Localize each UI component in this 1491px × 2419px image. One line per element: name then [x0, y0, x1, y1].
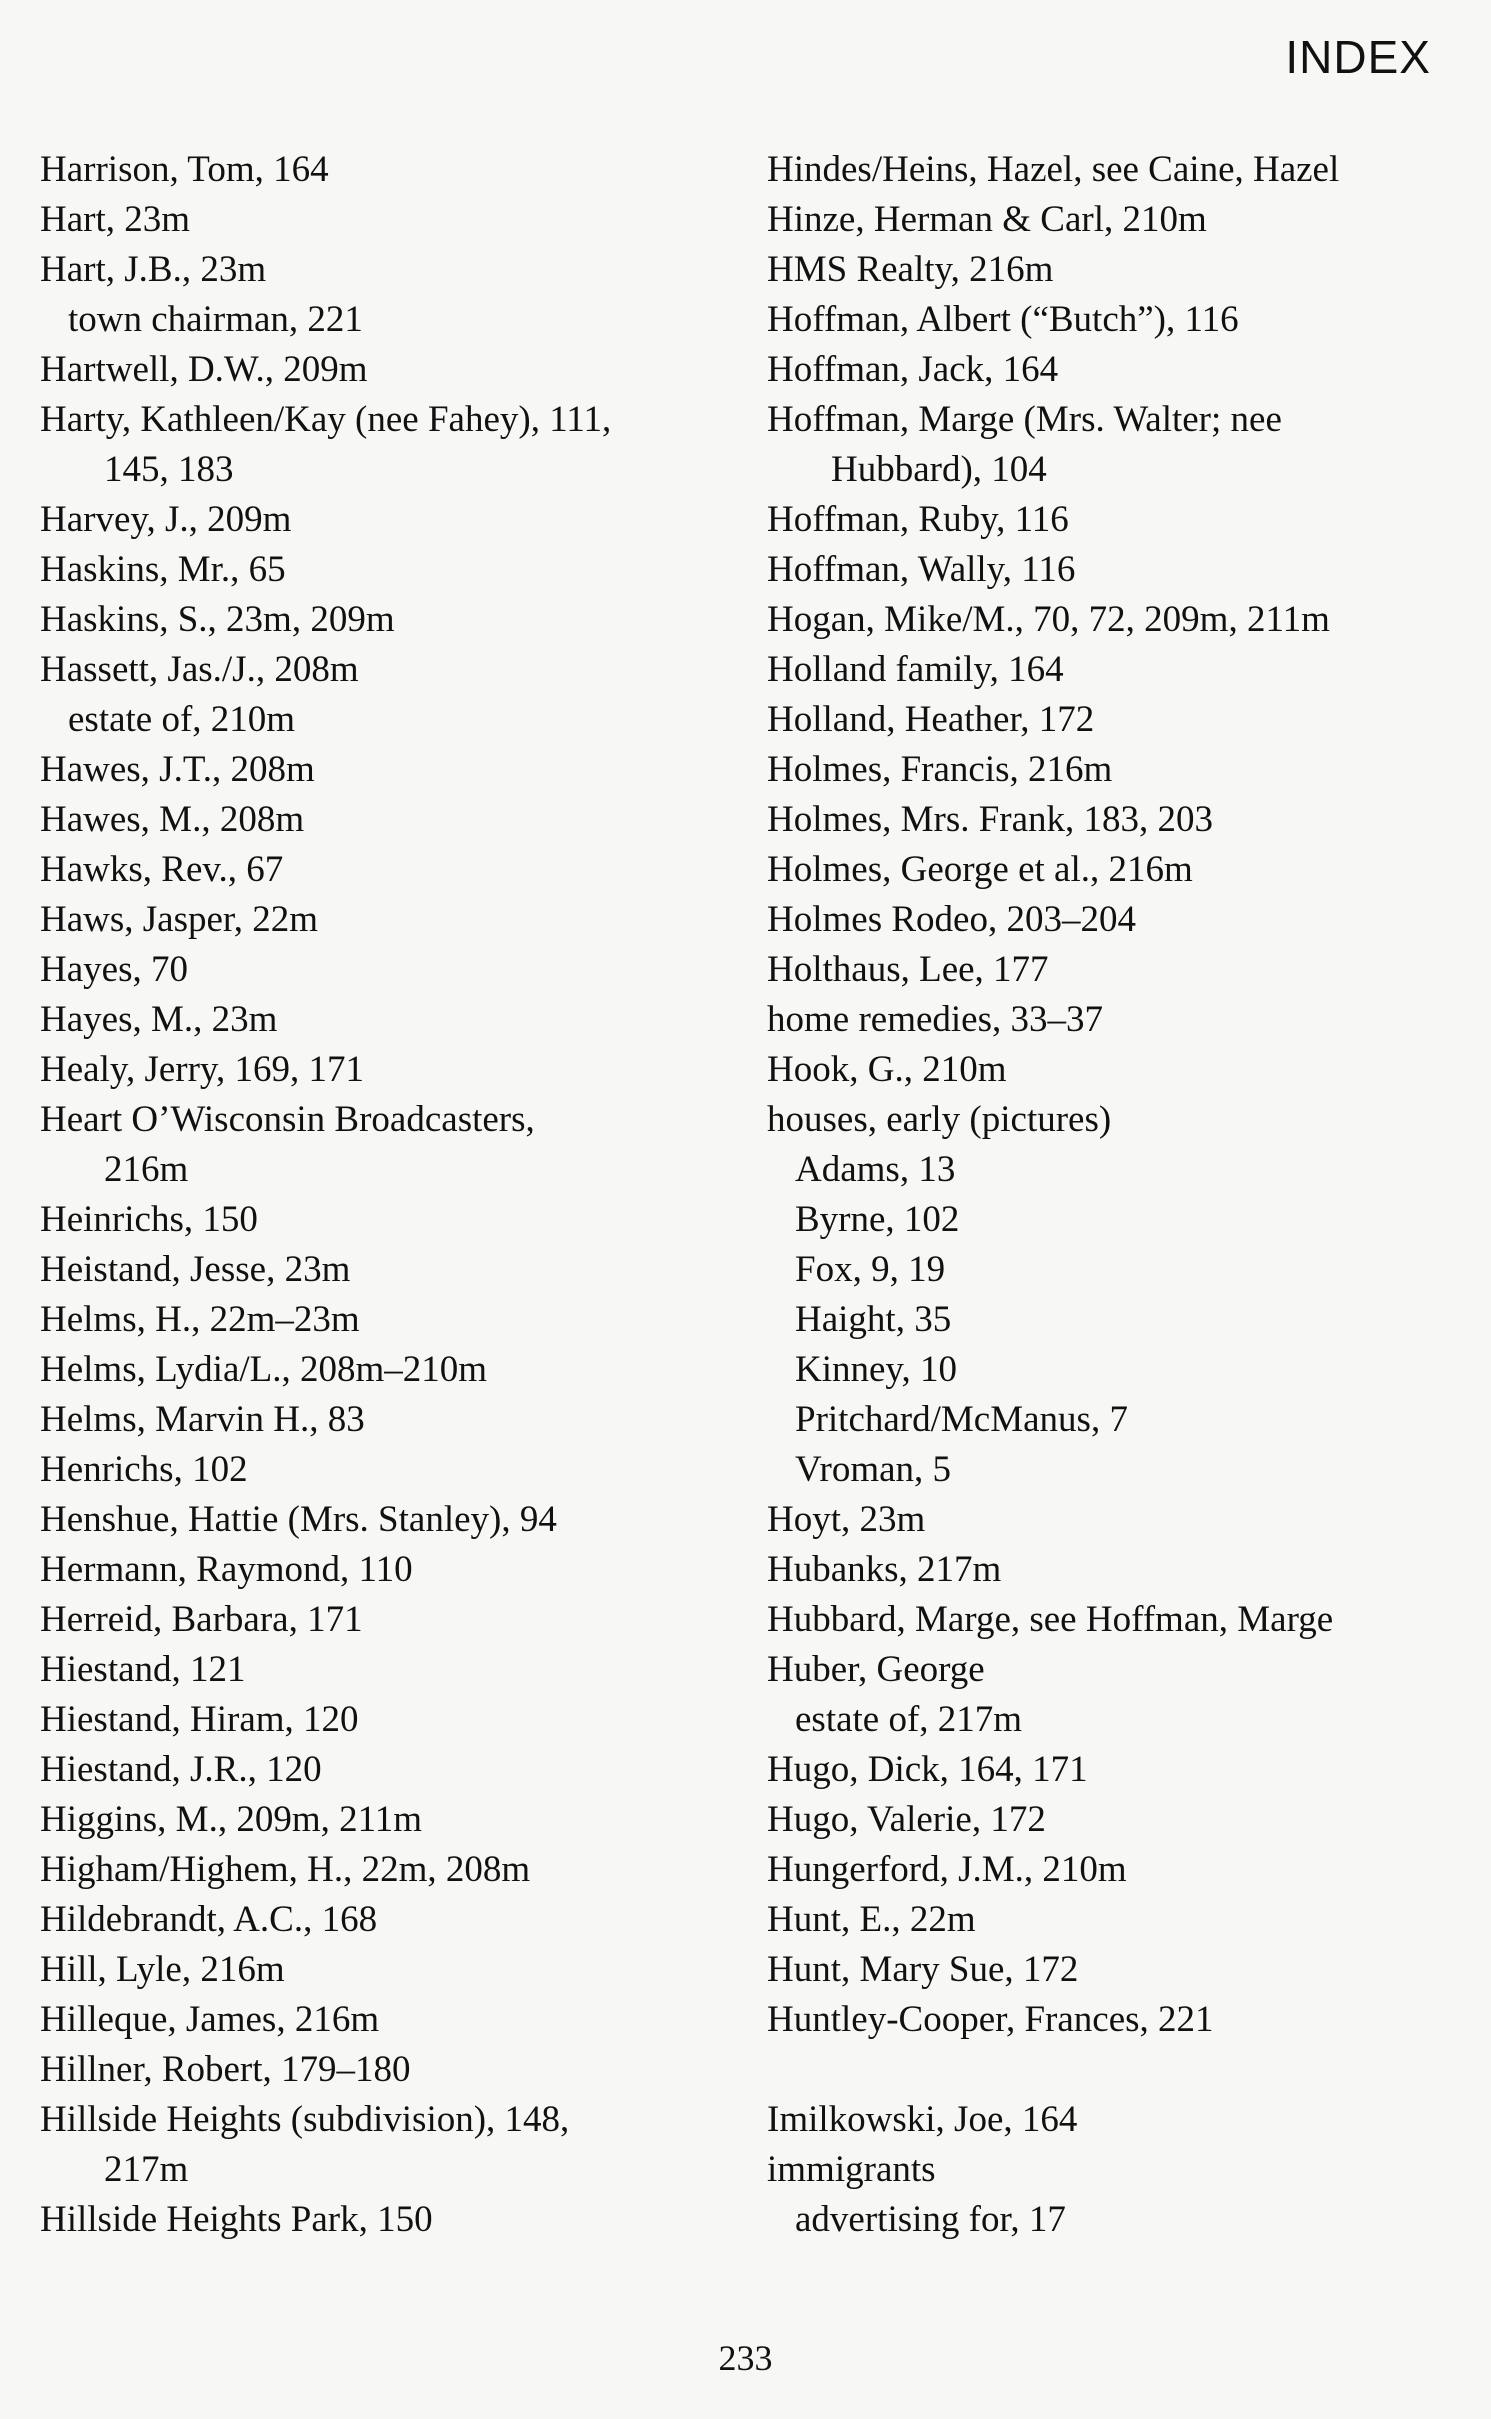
index-entry: Imilkowski, Joe, 164 — [767, 2099, 1078, 2140]
index-entry: Hindes/Heins, Hazel, see Caine, Hazel — [767, 149, 1340, 190]
index-entry: Haws, Jasper, 22m — [40, 899, 319, 940]
index-entry: Hill, Lyle, 216m — [40, 1949, 285, 1990]
index-subentry: Fox, 9, 19 — [795, 1249, 946, 1290]
index-entry: Hilleque, James, 216m — [40, 1999, 380, 2040]
index-entry: Hoffman, Marge (Mrs. Walter; nee — [767, 399, 1282, 440]
index-entry: Hillside Heights (subdivision), 148, — [40, 2099, 570, 2140]
index-entry-continuation: 217m — [104, 2149, 189, 2190]
index-entry: Hiestand, J.R., 120 — [40, 1749, 322, 1790]
index-entry: Hoffman, Ruby, 116 — [767, 499, 1069, 540]
index-entry: Hunt, E., 22m — [767, 1899, 976, 1940]
index-subentry: Kinney, 10 — [795, 1349, 958, 1390]
index-entry: Hawes, M., 208m — [40, 799, 305, 840]
index-entry: HMS Realty, 216m — [767, 249, 1054, 290]
index-entry: Higgins, M., 209m, 211m — [40, 1799, 423, 1840]
index-entry: Hunt, Mary Sue, 172 — [767, 1949, 1079, 1990]
index-subentry: Adams, 13 — [795, 1149, 956, 1190]
index-entry: Huber, George — [767, 1649, 985, 1690]
index-entry: Harrison, Tom, 164 — [40, 149, 329, 190]
index-entry: Hubbard, Marge, see Hoffman, Marge — [767, 1599, 1334, 1640]
index-entry: Healy, Jerry, 169, 171 — [40, 1049, 365, 1090]
index-entry-continuation: Hubbard), 104 — [831, 449, 1047, 490]
index-entry: Holland family, 164 — [767, 649, 1064, 690]
index-entry: Hogan, Mike/M., 70, 72, 209m, 211m — [767, 599, 1330, 640]
index-entry: Hubanks, 217m — [767, 1549, 1002, 1590]
index-entry: Helms, Marvin H., 83 — [40, 1399, 365, 1440]
index-entry: Hillner, Robert, 179–180 — [40, 2049, 411, 2090]
index-entry: Henshue, Hattie (Mrs. Stanley), 94 — [40, 1499, 557, 1540]
index-entry: Helms, H., 22m–23m — [40, 1299, 360, 1340]
index-entry: immigrants — [767, 2149, 936, 2190]
index-entry: Harty, Kathleen/Kay (nee Fahey), 111, — [40, 399, 612, 440]
index-entry-continuation: 145, 183 — [104, 449, 234, 490]
index-entry: Holland, Heather, 172 — [767, 699, 1095, 740]
index-subentry: estate of, 217m — [795, 1699, 1023, 1740]
index-entry: Hoffman, Albert (“Butch”), 116 — [767, 299, 1239, 340]
index-entry: Hugo, Dick, 164, 171 — [767, 1749, 1088, 1790]
index-entry: Hook, G., 210m — [767, 1049, 1007, 1090]
index-entry: Hinze, Herman & Carl, 210m — [767, 199, 1207, 240]
index-subentry: Vroman, 5 — [795, 1449, 952, 1490]
index-entry: Holmes, Francis, 216m — [767, 749, 1113, 790]
index-entry-continuation: 216m — [104, 1149, 189, 1190]
index-entry: Hermann, Raymond, 110 — [40, 1549, 413, 1590]
index-entry: Holthaus, Lee, 177 — [767, 949, 1049, 990]
index-subentry: advertising for, 17 — [795, 2199, 1066, 2240]
index-column-left — [40, 145, 740, 2245]
index-entry: Hayes, M., 23m — [40, 999, 278, 1040]
index-entry: Hawks, Rev., 67 — [40, 849, 284, 890]
index-entry: Haskins, Mr., 65 — [40, 549, 286, 590]
index-entry: Hungerford, J.M., 210m — [767, 1849, 1127, 1890]
index-entry: Heart O’Wisconsin Broadcasters, — [40, 1099, 535, 1140]
index-entry: Herreid, Barbara, 171 — [40, 1599, 363, 1640]
page-header: INDEX — [1285, 31, 1431, 83]
index-entry: Hildebrandt, A.C., 168 — [40, 1899, 378, 1940]
index-entry: Hoyt, 23m — [767, 1499, 926, 1540]
index-entry: Hartwell, D.W., 209m — [40, 349, 368, 390]
index-spacer — [767, 2045, 1457, 2095]
index-entry: Huntley-Cooper, Frances, 221 — [767, 1999, 1214, 2040]
index-subentry: town chairman, 221 — [68, 299, 363, 340]
index-entry: Higham/Highem, H., 22m, 208m — [40, 1849, 531, 1890]
index-entry: home remedies, 33–37 — [767, 999, 1103, 1040]
index-entry: Haskins, S., 23m, 209m — [40, 599, 395, 640]
index-entry: Hassett, Jas./J., 208m — [40, 649, 359, 690]
index-entry: Hart, 23m — [40, 199, 191, 240]
index-entry: Holmes, George et al., 216m — [767, 849, 1193, 890]
index-subentry: Byrne, 102 — [795, 1199, 960, 1240]
index-entry: Hayes, 70 — [40, 949, 188, 990]
index-entry: Holmes, Mrs. Frank, 183, 203 — [767, 799, 1214, 840]
index-entry: Hugo, Valerie, 172 — [767, 1799, 1046, 1840]
page-number: 233 — [718, 2338, 773, 2378]
index-entry: Heistand, Jesse, 23m — [40, 1249, 351, 1290]
index-entry: Holmes Rodeo, 203–204 — [767, 899, 1136, 940]
index-entry: houses, early (pictures) — [767, 1099, 1112, 1140]
index-entry: Helms, Lydia/L., 208m–210m — [40, 1349, 488, 1390]
index-entry: Heinrichs, 150 — [40, 1199, 258, 1240]
index-subentry: Haight, 35 — [795, 1299, 952, 1340]
index-subentry: estate of, 210m — [68, 699, 296, 740]
index-entry: Hart, J.B., 23m — [40, 249, 267, 290]
index-entry: Hiestand, Hiram, 120 — [40, 1699, 359, 1740]
index-entry: Harvey, J., 209m — [40, 499, 292, 540]
index-entry: Hiestand, 121 — [40, 1649, 246, 1690]
index-column-right — [767, 145, 1457, 2245]
index-entry: Hoffman, Jack, 164 — [767, 349, 1059, 390]
index-entry: Henrichs, 102 — [40, 1449, 248, 1490]
index-entry: Hoffman, Wally, 116 — [767, 549, 1076, 590]
index-entry: Hawes, J.T., 208m — [40, 749, 315, 790]
index-subentry: Pritchard/McManus, 7 — [795, 1399, 1128, 1440]
index-entry: Hillside Heights Park, 150 — [40, 2199, 433, 2240]
